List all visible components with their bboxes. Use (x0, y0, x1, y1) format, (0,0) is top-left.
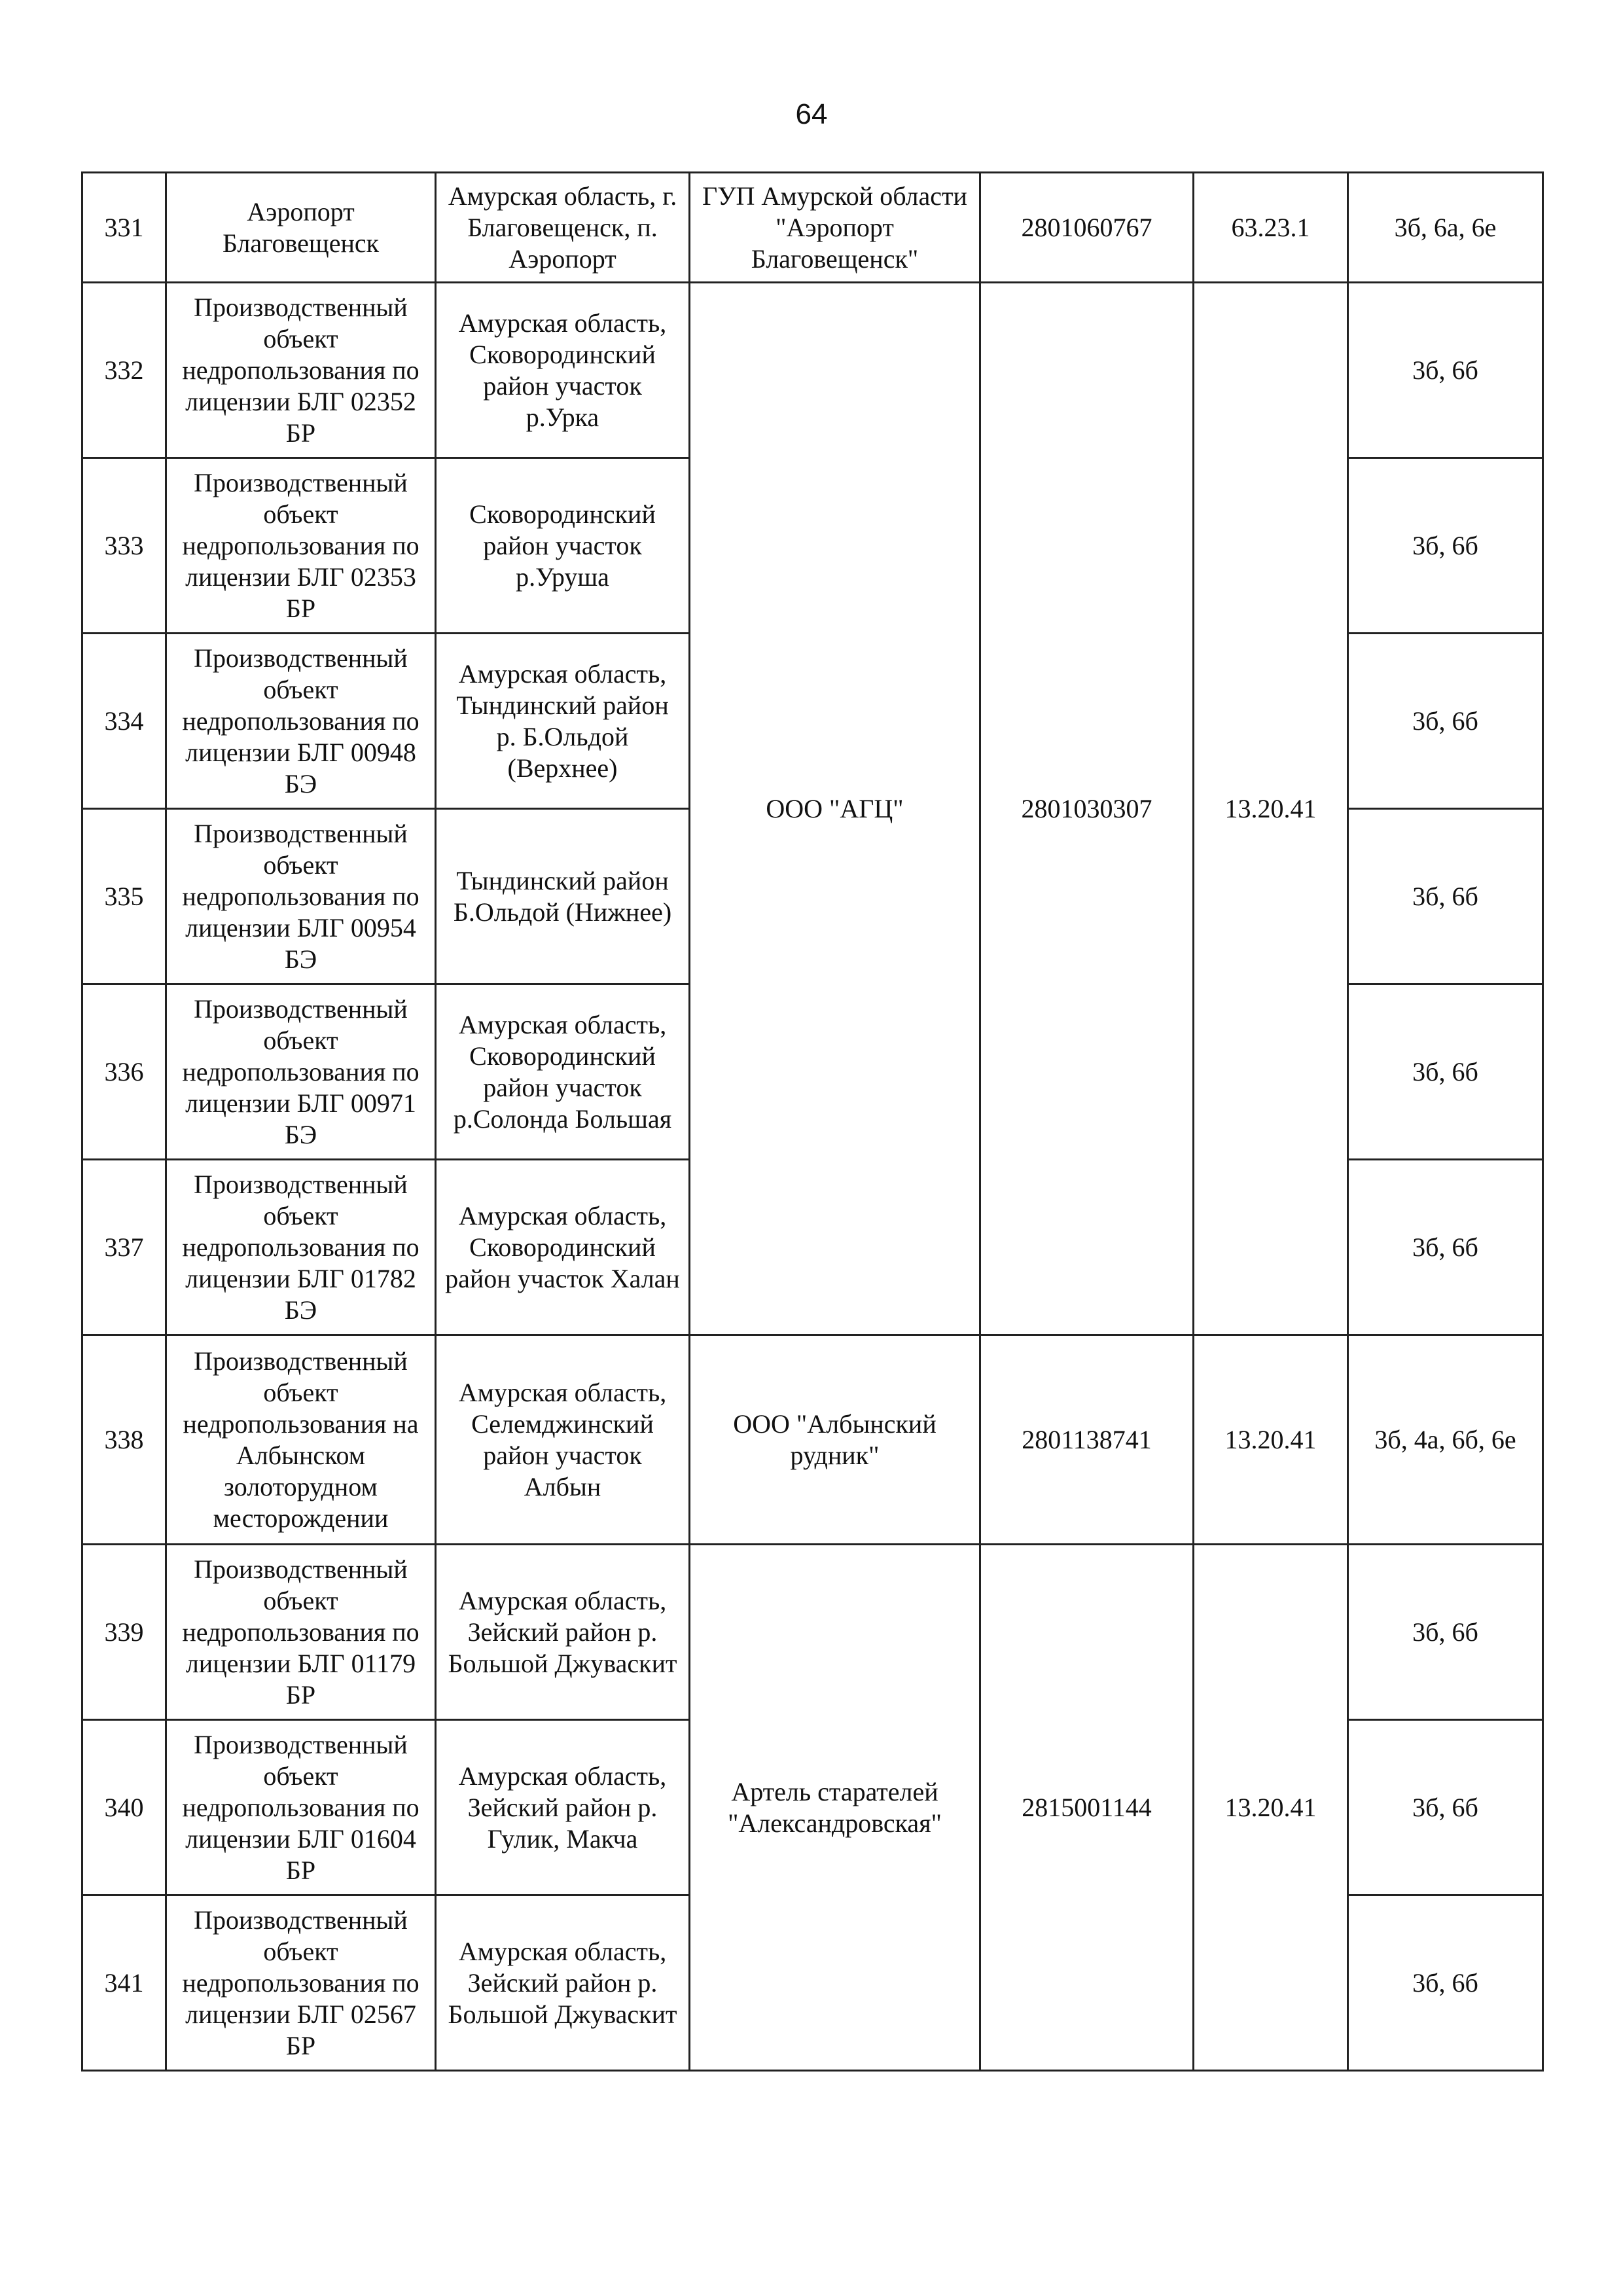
criteria: 3б, 6б (1348, 458, 1543, 634)
registry-table (81, 171, 1544, 2072)
organization: Артель старателей "Александровская" (690, 1545, 980, 2071)
row-number: 331 (82, 173, 166, 283)
criteria: 3б, 6б (1348, 283, 1543, 458)
object-name: Производственный объект недропользования по лицензии БЛГ 01179 БР (166, 1545, 436, 1720)
row-number: 341 (82, 1895, 166, 2071)
criteria: 3б, 6б (1348, 984, 1543, 1160)
row-number: 335 (82, 809, 166, 984)
object-address: Амурская область, Селемджинский район участок Албын (436, 1335, 690, 1545)
row-number: 333 (82, 458, 166, 634)
row-number: 340 (82, 1720, 166, 1895)
criteria: 3б, 6б (1348, 1160, 1543, 1335)
object-name: Производственный объект недропользования на Албынском золоторудном месторождении (166, 1335, 436, 1545)
row-number: 338 (82, 1335, 166, 1545)
object-address: Амурская область, Зейский район р. Большой Джуваскит (436, 1895, 690, 2071)
object-address: Амурская область, Зейский район р. Гулик, Макча (436, 1720, 690, 1895)
table-row (82, 173, 1543, 283)
object-address: Амурская область, г. Благовещенск, п. Аэропорт (436, 173, 690, 283)
object-address: Амурская область, Сковородинский район участок Халан (436, 1160, 690, 1335)
okved: 13.20.41 (1194, 283, 1348, 1335)
criteria: 3б, 4а, 6б, 6е (1348, 1335, 1543, 1545)
okved: 63.23.1 (1194, 173, 1348, 283)
table-row (82, 1335, 1543, 1545)
object-name: Производственный объект недропользования по лицензии БЛГ 01782 БЭ (166, 1160, 436, 1335)
organization: ООО "Албынский рудник" (690, 1335, 980, 1545)
okved: 13.20.41 (1194, 1335, 1348, 1545)
object-address: Амурская область, Сковородинский район участок р.Солонда Большая (436, 984, 690, 1160)
inn: 2801060767 (980, 173, 1194, 283)
table-row (82, 283, 1543, 458)
object-name: Производственный объект недропользования по лицензии БЛГ 00954 БЭ (166, 809, 436, 984)
object-name: Производственный объект недропользования по лицензии БЛГ 02567 БР (166, 1895, 436, 2071)
inn: 2801030307 (980, 283, 1194, 1335)
page-number: 64 (795, 98, 828, 130)
criteria: 3б, 6б (1348, 1720, 1543, 1895)
row-number: 339 (82, 1545, 166, 1720)
criteria: 3б, 6б (1348, 1895, 1543, 2071)
criteria: 3б, 6б (1348, 809, 1543, 984)
object-name: Производственный объект недропользования по лицензии БЛГ 01604 БР (166, 1720, 436, 1895)
organization: ООО "АГЦ" (690, 283, 980, 1335)
object-name: Производственный объект недропользования по лицензии БЛГ 00971 БЭ (166, 984, 436, 1160)
row-number: 337 (82, 1160, 166, 1335)
criteria: 3б, 6б (1348, 1545, 1543, 1720)
object-address: Тындинский район Б.Ольдой (Нижнее) (436, 809, 690, 984)
row-number: 332 (82, 283, 166, 458)
object-address: Амурская область, Сковородинский район участок р.Урка (436, 283, 690, 458)
table-row (82, 1545, 1543, 1720)
object-address: Амурская область, Тындинский район р. Б.Ольдой (Верхнее) (436, 634, 690, 809)
criteria: 3б, 6а, 6е (1348, 173, 1543, 283)
object-name: Производственный объект недропользования по лицензии БЛГ 02353 БР (166, 458, 436, 634)
object-address: Сковородинский район участок р.Уруша (436, 458, 690, 634)
inn: 2815001144 (980, 1545, 1194, 2071)
object-address: Амурская область, Зейский район р. Большой Джуваскит (436, 1545, 690, 1720)
row-number: 334 (82, 634, 166, 809)
okved: 13.20.41 (1194, 1545, 1348, 2071)
criteria: 3б, 6б (1348, 634, 1543, 809)
row-number: 336 (82, 984, 166, 1160)
object-name: Производственный объект недропользования по лицензии БЛГ 02352 БР (166, 283, 436, 458)
object-name: Производственный объект недропользования по лицензии БЛГ 00948 БЭ (166, 634, 436, 809)
organization: ГУП Амурской области "Аэропорт Благовещенск" (690, 173, 980, 283)
inn: 2801138741 (980, 1335, 1194, 1545)
object-name: Аэропорт Благовещенск (166, 173, 436, 283)
